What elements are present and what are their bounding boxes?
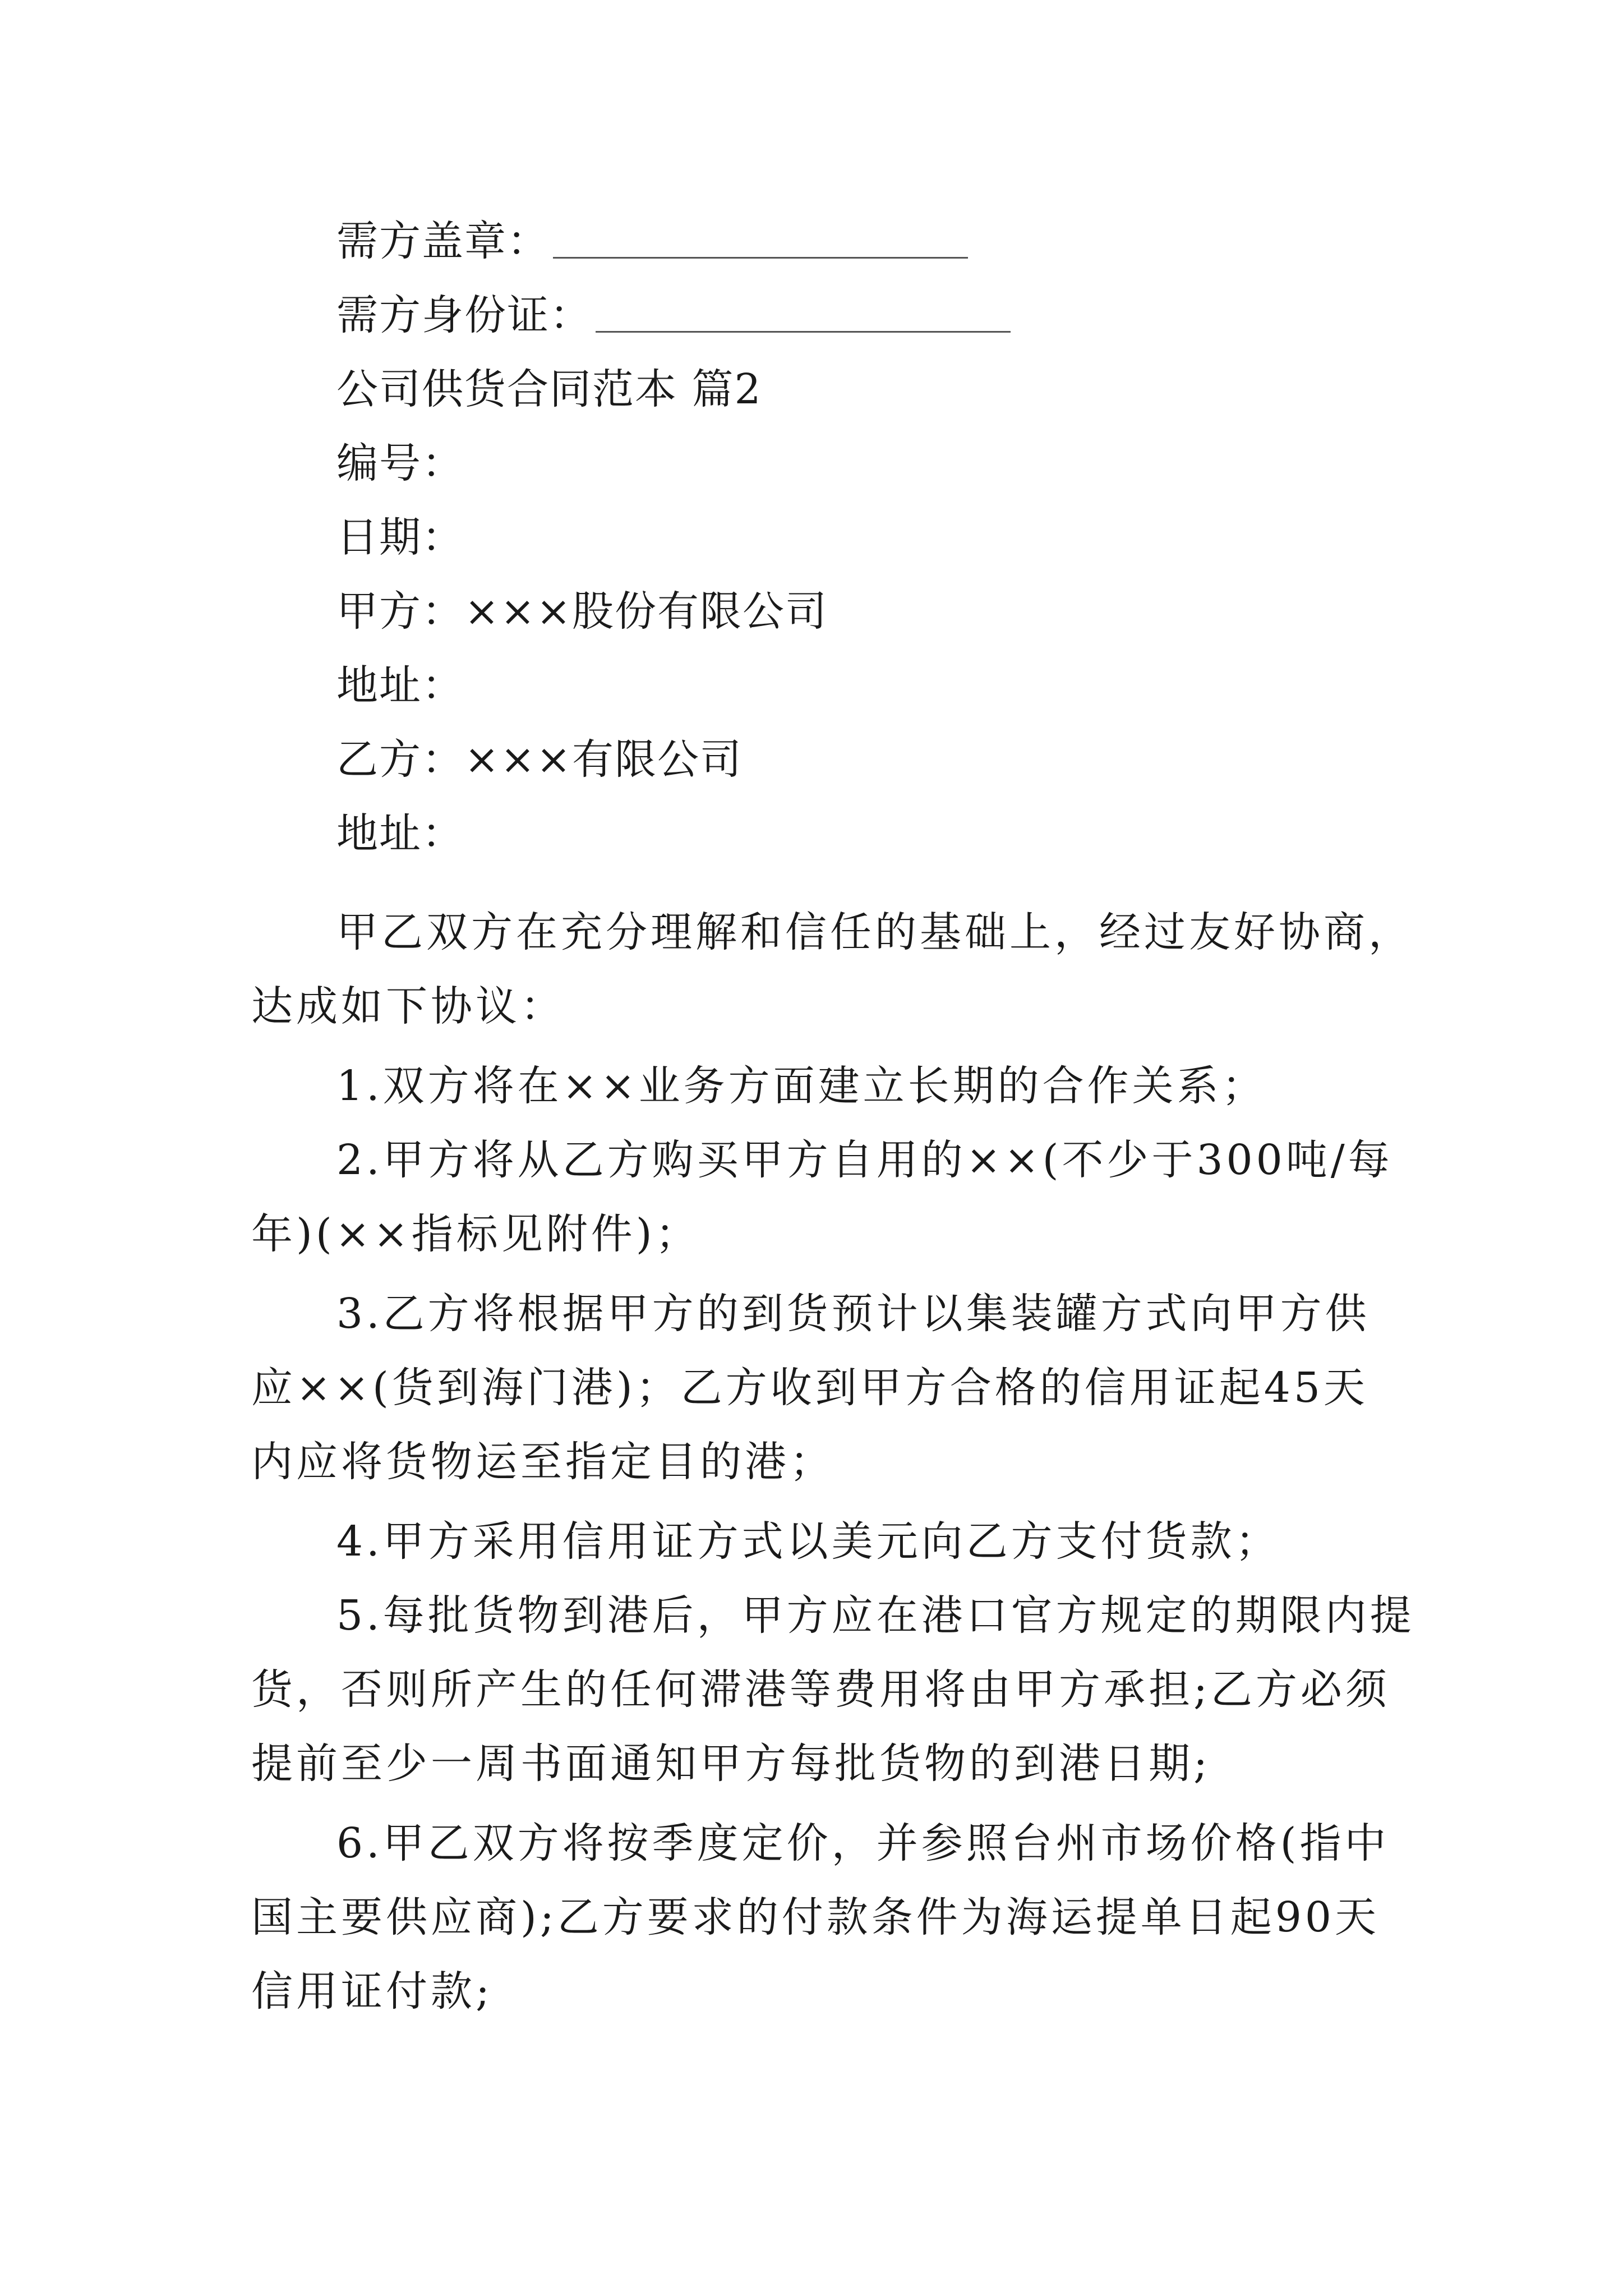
party-b-address: 地址：	[336, 809, 464, 858]
seal-label: 需方盖章：	[336, 217, 550, 265]
clause-6-line: 国主要供应商);乙方要求的付款条件为海运提单日起90天	[251, 1893, 1380, 1941]
seal-blank	[553, 223, 968, 259]
clause-3-line: 3.乙方将根据甲方的到货预计以集装罐方式向甲方供	[336, 1290, 1370, 1338]
clause-1-line: 1.双方将在××业务方面建立长期的合作关系；	[336, 1062, 1267, 1110]
clause-6-line: 6.甲乙双方将按季度定价，并参照台州市场价格(指中	[336, 1819, 1390, 1867]
intro-line: 达成如下协议：	[251, 982, 565, 1030]
party-b: 乙方：×××有限公司	[336, 735, 743, 784]
party-a: 甲方：×××股份有限公司	[336, 587, 828, 636]
clause-6-line: 信用证付款;	[251, 1967, 493, 2016]
id-label: 需方身份证：	[336, 291, 592, 339]
clause-4-line: 4.甲方采用信用证方式以美元向乙方支付货款；	[336, 1517, 1280, 1566]
number-label: 编号：	[336, 439, 464, 487]
clause-5-line: 5.每批货物到港后，甲方应在港口官方规定的期限内提	[336, 1591, 1415, 1640]
clause-3-line: 应××(货到海门港)；乙方收到甲方合格的信用证起45天	[251, 1364, 1368, 1412]
contract-title: 公司供货合同范本 篇2	[336, 365, 762, 413]
clause-3-line: 内应将货物运至指定目的港；	[251, 1438, 834, 1486]
clause-5-line: 提前至少一周书面通知甲方每批货物的到港日期;	[251, 1740, 1211, 1788]
id-signature-line	[336, 287, 1011, 343]
clause-2-line: 2.甲方将从乙方购买甲方自用的××(不少于300吨/每	[336, 1136, 1393, 1184]
seal-signature-line	[336, 213, 968, 269]
clause-5-line: 货，否则所产生的任何滞港等费用将由甲方承担;乙方必须	[251, 1665, 1390, 1714]
id-blank	[596, 297, 1011, 333]
party-a-address: 地址：	[336, 661, 464, 710]
date-label: 日期：	[336, 513, 464, 562]
clause-2-line: 年)(××指标见附件)；	[251, 1210, 700, 1258]
intro-line: 甲乙双方在充分理解和信任的基础上，经过友好协商，	[336, 908, 1413, 956]
